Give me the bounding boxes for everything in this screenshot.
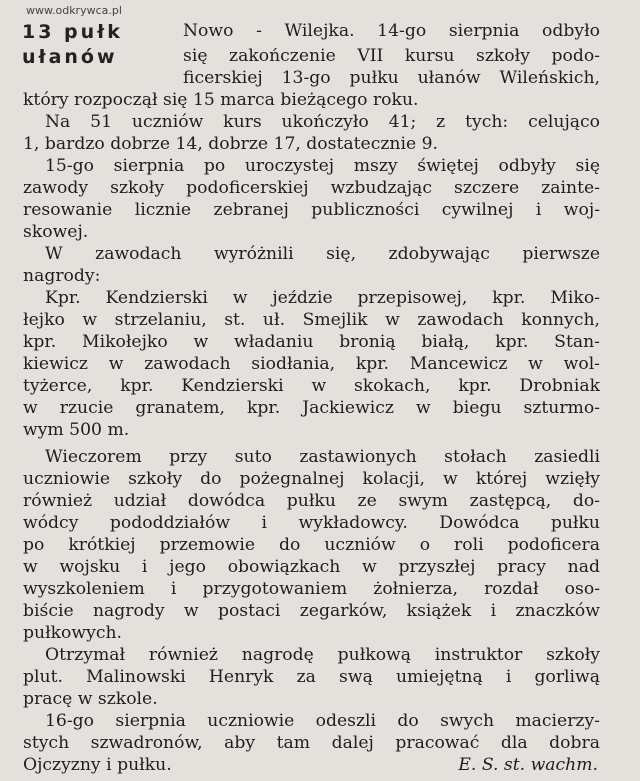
text-line: w wojsku i jego obowiązkach w przyszłej pracy nad (23, 557, 600, 577)
text-line: Wieczorem przy suto zastawionych stołach zasiedli (45, 447, 600, 467)
text-line: skowej. (23, 222, 89, 242)
text-line: wyszkoleniem i przygotowaniem żołnierza, rozdał oso- (23, 579, 600, 599)
text-line: Ojczyzny i pułku. (23, 755, 172, 775)
text-line: kpr. Mikołejko w władaniu bronią białą, kpr. Stan- (23, 332, 600, 352)
text-line: resowanie licznie zebranej publiczności cywilnej i woj- (23, 200, 600, 220)
author-signature: E. S. st. wachm. (458, 755, 598, 775)
text-line: 16-go sierpnia uczniowie odeszli do swych macierzy- (45, 711, 600, 731)
text-line: zawody szkoły podoficerskiej wzbudzając szczere zainte- (23, 178, 600, 198)
text-line: kiewicz w zawodach siodłania, kpr. Mancewicz w wol- (23, 354, 600, 374)
headline-line-2: ułanów (22, 46, 118, 68)
text-line: W zawodach wyróżnili się, zdobywając pierwsze (45, 244, 600, 264)
text-line: Na 51 uczniów kurs ukończyło 41; z tych: celująco (45, 112, 600, 132)
text-line: który rozpoczął się 15 marca bieżącego roku. (23, 90, 419, 110)
text-line: w rzucie granatem, kpr. Jackiewicz w biegu szturmo- (23, 398, 600, 418)
watermark: www.odkrywca.pl (26, 4, 122, 17)
text-line: wódcy pododdziałów i wykładowcy. Dowódca pułku (23, 513, 600, 533)
text-line: również udział dowódca pułku ze swym zastępcą, do- (23, 491, 600, 511)
article-headline (22, 20, 123, 70)
text-line: biście nagrody w postaci zegarków, książek i znaczków (23, 601, 600, 621)
text-line: pułkowych. (23, 623, 122, 643)
text-line: się zakończenie VII kursu szkoły podo- (183, 46, 600, 66)
text-line: nagrody: (23, 266, 101, 286)
text-line: pracę w szkole. (23, 689, 158, 709)
text-line: ficerskiej 13-go pułku ułanów Wileńskich, (183, 68, 600, 88)
text-line: Otrzymał również nagrodę pułkową instruktor szkoły (45, 645, 600, 665)
text-line: Nowo - Wilejka. 14-go sierpnia odbyło (183, 21, 600, 41)
text-line: po krótkiej przemowie do uczniów o roli podoficera (23, 535, 600, 555)
text-line: 15-go sierpnia po uroczystej mszy świętej odbyły się (45, 156, 600, 176)
text-line: wym 500 m. (23, 420, 130, 440)
text-line: łejko w strzelaniu, st. uł. Smejlik w zawodach konnych, (23, 310, 600, 330)
text-line: stych szwadronów, aby tam dalej pracować dla dobra (23, 733, 600, 753)
text-line: Kpr. Kendzierski w jeździe przepisowej, kpr. Miko- (45, 288, 600, 308)
text-line: tyżerce, kpr. Kendzierski w skokach, kpr. Drobniak (23, 376, 600, 396)
headline-line-1: 13 pułk (22, 21, 123, 43)
text-line: uczniowie szkoły do pożegnalnej kolacji, w której wzięły (23, 469, 600, 489)
text-line: 1, bardzo dobrze 14, dobrze 17, dostatecznie 9. (23, 134, 438, 154)
text-line: plut. Malinowski Henryk za swą umiejętną i gorliwą (23, 667, 600, 687)
